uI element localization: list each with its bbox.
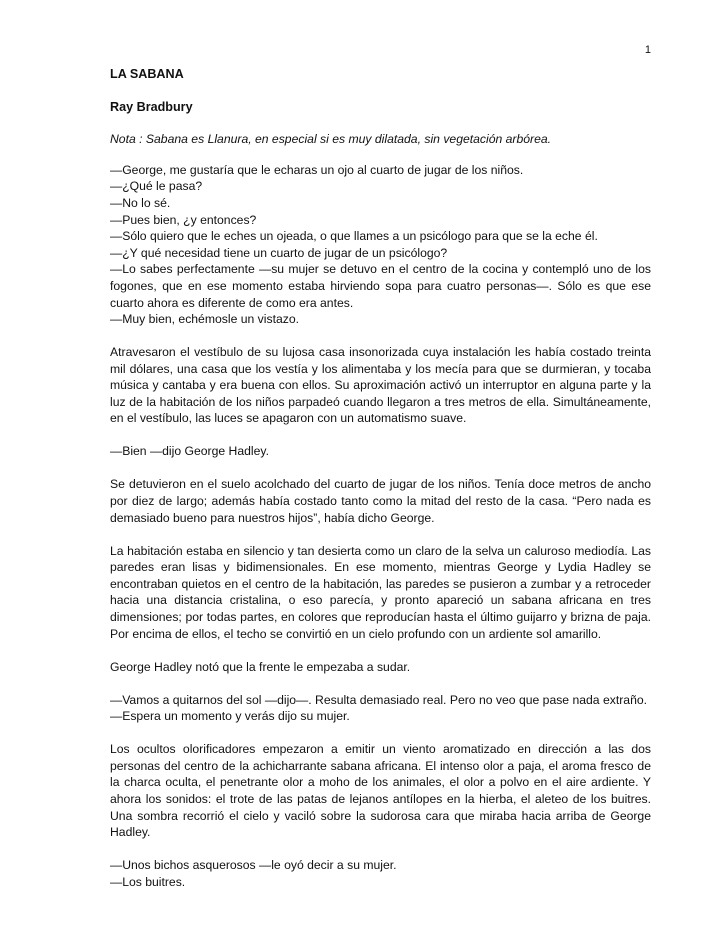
dialog-line: —Unos bichos asquerosos —le oyó decir a su mujer. xyxy=(110,858,397,873)
page-number: 1 xyxy=(644,44,651,56)
dialog-line: —Sólo quiero que le eches un ojeada, o que llames a un psicólogo para que se la eche él. xyxy=(110,229,598,244)
dialog-line: —¿Qué le pasa? xyxy=(110,179,203,194)
document-body xyxy=(110,66,651,890)
dialog-line: —Espera un momento y verás dijo su mujer. xyxy=(110,709,350,724)
paragraph-sudor: George Hadley notó que la frente le empezaba a sudar. xyxy=(110,659,411,674)
paragraph-olores: Los ocultos olorificadores empezaron a emitir un viento aromatizado en dirección a las dos personas del centro de la achicharrante sabana africana. El intenso olor a paja, el aroma fresco de la charca oculta, el penetrante olor a moho de los animales, el olor a polvo en el aire ardiente. Y ahora los sonidos: el trote de las patas de lejanos antílopes en la hierba, el aleteo de los buitres. Una sombra recorrió el cielo y vaciló sobre la sudorosa cara que miraba hacia arriba de George Hadley. xyxy=(110,742,651,840)
dialog-line: —Pues bien, ¿y entonces? xyxy=(110,212,257,227)
paragraph-sabana: La habitación estaba en silencio y tan desierta como un claro de la selva un caluroso mediodía. Las paredes eran lisas y bidimensionales. En ese momento, mientras George y Lydia Hadley se encontraban quietos en el centro de la habitación, las paredes se pusieron a zumbar y a retroceder hacia una distancia cristalina, o eso parecía, y pronto apareció un sabana africana en tres dimensiones; por todas partes, en colores que reproducían hasta el último guijarro y brizna de paja. Por encima de ellos, el techo se convirtió en un cielo profundo con un ardiente sol amarillo. xyxy=(110,543,651,641)
translator-note: Nota : Sabana es Llanura, en especial si es muy dilatada, sin vegetación arbórea. xyxy=(110,132,552,147)
dialog-line: —Lo sabes perfectamente —su mujer se detuvo en el centro de la cocina y contempló uno de los fogones, que en ese momento estaba hirviendo sopa para cuatro personas—. Sólo es que ese cuarto ahora es diferente de como era antes. xyxy=(110,262,651,310)
paragraph-vestibulo: Atravesaron el vestíbulo de su lujosa casa insonorizada cuya instalación les había costado treinta mil dólares, una casa que los vestía y los alimentaba y los mecía para que se durmieran, y tocaba música y cantaba y era buena con ellos. Su aproximación activó un interruptor en alguna parte y la luz de la habitación de los niños parpadeó cuando llegaron a tres metros de ella. Simultáneamente, en el vestíbulo, las luces se apagaron con un automatismo suave. xyxy=(110,345,651,426)
paragraph-cuarto: Se detuvieron en el suelo acolchado del cuarto de jugar de los niños. Tenía doce metros de ancho por diez de largo; además había costado tanto como la mitad del resto de la casa. “Pero nada es demasiado bueno para nuestros hijos”, había dicho George. xyxy=(110,477,651,525)
dialog-block-3 xyxy=(110,857,651,890)
dialog-line: —Los buitres. xyxy=(110,874,186,889)
dialog-line: —No lo sé. xyxy=(110,195,171,210)
dialog-line: —Muy bien, echémosle un vistazo. xyxy=(110,312,299,327)
author-name: Ray Bradbury xyxy=(110,99,193,114)
dialog-block-1 xyxy=(110,162,651,328)
story-title: LA SABANA xyxy=(110,67,184,81)
dialog-block-2 xyxy=(110,692,651,725)
dialog-line: —¿Y qué necesidad tiene un cuarto de jugar de un psicólogo? xyxy=(110,245,448,260)
dialog-line: —Vamos a quitarnos del sol —dijo—. Resulta demasiado real. Pero no veo que pase nada extraño. xyxy=(110,692,648,707)
dialog-line: —George, me gustaría que le echaras un ojo al cuarto de jugar de los niños. xyxy=(110,162,524,177)
dialog-line-bien: —Bien —dijo George Hadley. xyxy=(110,444,269,459)
